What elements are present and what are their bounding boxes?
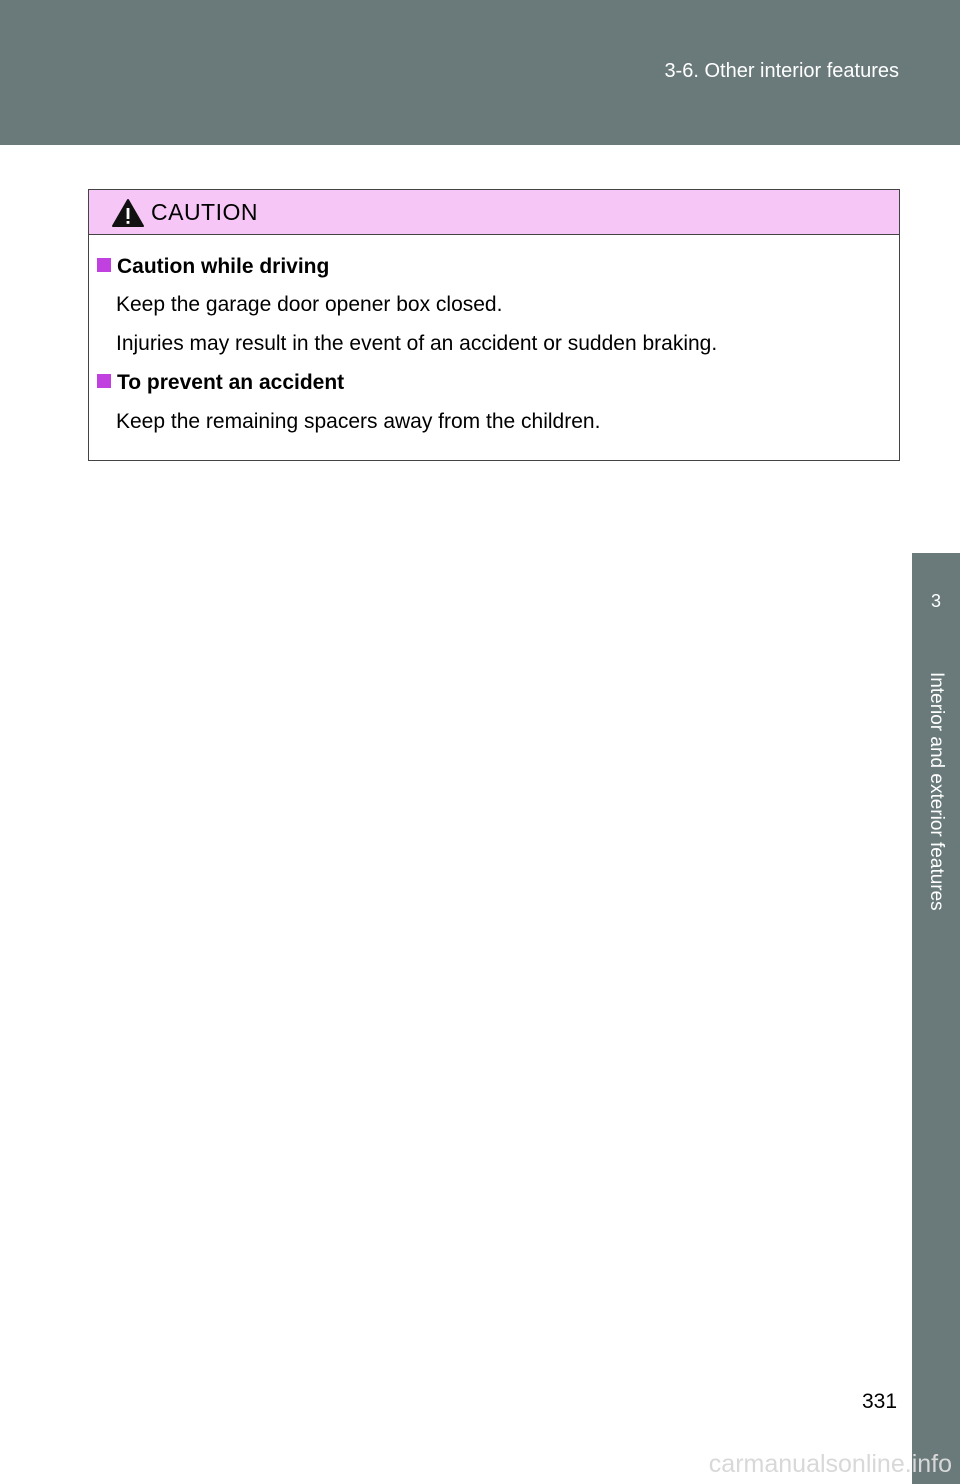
chapter-tab[interactable] (912, 553, 960, 655)
header-bar (0, 0, 960, 145)
section-heading-text: To prevent an accident (117, 371, 345, 394)
caution-header (89, 190, 899, 235)
caution-text-line: Keep the remaining spacers away from the children. (116, 410, 601, 433)
caution-section-heading (97, 255, 329, 279)
section-title: 3-6. Other interior features (664, 60, 899, 82)
caution-section-heading (97, 371, 344, 395)
square-bullet-icon (97, 258, 111, 272)
page-number: 331 (862, 1390, 898, 1413)
watermark[interactable]: carmanualsonline.info (708, 1450, 952, 1478)
caution-title: CAUTION (151, 199, 258, 225)
square-bullet-icon (97, 374, 111, 388)
chapter-number: 3 (930, 591, 941, 611)
caution-text-line: Keep the garage door opener box closed. (116, 293, 503, 316)
section-heading-text: Caution while driving (117, 255, 330, 278)
caution-box (88, 189, 900, 461)
caution-text-line: Injuries may result in the event of an accident or sudden braking. (116, 332, 718, 355)
chapter-label: Interior and exterior features (926, 672, 947, 911)
warning-triangle-icon (111, 198, 145, 228)
